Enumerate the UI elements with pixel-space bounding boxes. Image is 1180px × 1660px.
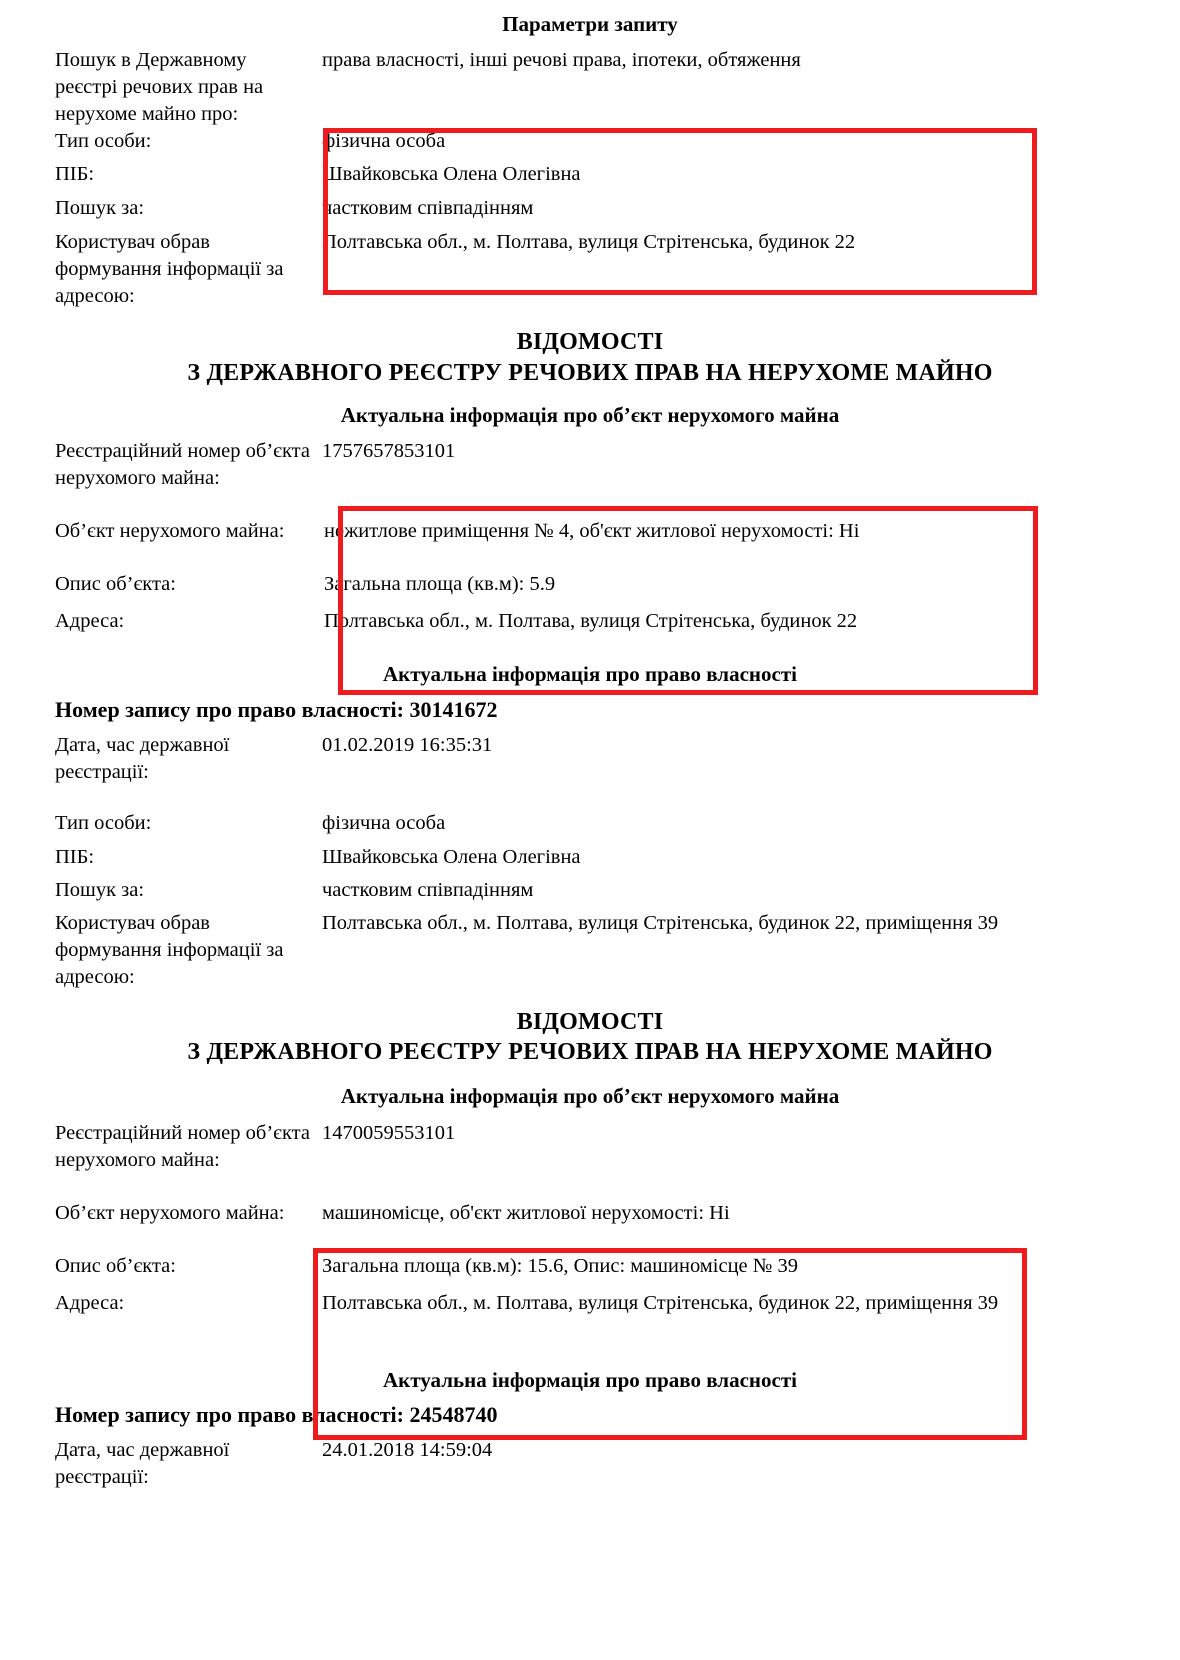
s1-person-value-full-name: Швайковська Олена Олегівна: [322, 846, 581, 868]
s1-property-label-address: Адреса:: [55, 610, 125, 632]
s2-property-value-object: машиномісце, об'єкт житлової нерухомості: Ні: [322, 1202, 730, 1224]
s1-property-value-registration-number: 1757657853101: [322, 440, 456, 462]
section-1-ownership-record-number: Номер запису про право власності: 30141672: [55, 697, 498, 722]
query-parameters-title: Параметри запиту: [502, 12, 678, 36]
s1-ownership-label-registration-datetime: Дата, час державної реєстрації:: [55, 734, 230, 783]
s1-person-label-full-name: ПІБ:: [55, 846, 95, 868]
query-row-value-search-mode: частковим співпадінням: [322, 197, 534, 219]
s2-ownership-label-registration-datetime: Дата, час державної реєстрації:: [55, 1439, 230, 1488]
s2-ownership-value-registration-datetime: 24.01.2018 14:59:04: [322, 1439, 493, 1461]
section-2-ownership-subheading: Актуальна інформація про право власності: [383, 1368, 797, 1392]
query-row-value-person-type: фізична особа: [322, 130, 446, 152]
s2-property-value-address: Полтавська обл., м. Полтава, вулиця Стрітенська, будинок 22, приміщення 39: [322, 1292, 999, 1314]
s2-property-label-registration-number: Реєстраційний номер об’єкта нерухомого майна:: [55, 1122, 310, 1171]
s1-property-label-object: Об’єкт нерухомого майна:: [55, 520, 285, 542]
s1-person-value-person-type: фізична особа: [322, 812, 446, 834]
s1-property-value-address: Полтавська обл., м. Полтава, вулиця Стрітенська, будинок 22: [324, 610, 858, 632]
query-row-label-full-name: ПІБ:: [55, 163, 95, 185]
section-1-property-subheading: Актуальна інформація про об’єкт нерухомого майна: [340, 403, 840, 427]
section-2-property-subheading: Актуальна інформація про об’єкт нерухомого майна: [340, 1084, 840, 1108]
query-row-label-search-mode: Пошук за:: [55, 197, 145, 219]
s1-property-value-description: Загальна площа (кв.м): 5.9: [324, 573, 556, 595]
section-2-ownership-record-number: Номер запису про право власності: 24548740: [55, 1402, 498, 1427]
query-row-label-search-scope: Пошук в Державному реєстрі речових прав на нерухоме майно про:: [55, 49, 264, 125]
query-row-value-address-selection: Полтавська обл., м. Полтава, вулиця Стрітенська, будинок 22: [322, 231, 856, 253]
section-1-ownership-subheading: Актуальна інформація про право власності: [383, 662, 797, 686]
section-2-heading-line-2: З ДЕРЖАВНОГО РЕЄСТРУ РЕЧОВИХ ПРАВ НА НЕРУХОМЕ МАЙНО: [187, 1039, 993, 1065]
query-row-label-address-selection: Користувач обрав формування інформації за адресою:: [55, 231, 284, 307]
query-row-value-search-scope: права власності, інші речові права, іпотеки, обтяження: [322, 49, 801, 71]
section-1-heading-line-2: З ДЕРЖАВНОГО РЕЄСТРУ РЕЧОВИХ ПРАВ НА НЕРУХОМЕ МАЙНО: [187, 360, 993, 386]
query-row-value-full-name: Швайковська Олена Олегівна: [322, 163, 581, 185]
s2-property-value-registration-number: 1470059553101: [322, 1122, 456, 1144]
s2-property-label-object: Об’єкт нерухомого майна:: [55, 1202, 285, 1224]
s1-person-label-person-type: Тип особи:: [55, 812, 152, 834]
s1-ownership-value-registration-datetime: 01.02.2019 16:35:31: [322, 734, 493, 756]
s1-property-label-description: Опис об’єкта:: [55, 573, 176, 595]
s1-person-value-address-selection: Полтавська обл., м. Полтава, вулиця Стрітенська, будинок 22, приміщення 39: [322, 912, 999, 934]
s2-property-label-address: Адреса:: [55, 1292, 125, 1314]
s1-property-label-registration-number: Реєстраційний номер об’єкта нерухомого майна:: [55, 440, 310, 489]
s1-person-value-search-mode: частковим співпадінням: [322, 879, 534, 901]
query-row-label-person-type: Тип особи:: [55, 130, 152, 152]
s1-person-label-search-mode: Пошук за:: [55, 879, 145, 901]
s2-property-label-description: Опис об’єкта:: [55, 1255, 176, 1277]
section-2-heading-line-1: ВІДОМОСТІ: [516, 1009, 664, 1035]
s2-property-value-description: Загальна площа (кв.м): 15.6, Опис: машиномісце № 39: [322, 1255, 798, 1277]
s1-person-label-address-selection: Користувач обрав формування інформації за адресою:: [55, 912, 284, 988]
section-1-heading-line-1: ВІДОМОСТІ: [516, 329, 664, 355]
s1-property-value-object: нежитлове приміщення № 4, об'єкт житлової нерухомості: Ні: [324, 520, 860, 542]
